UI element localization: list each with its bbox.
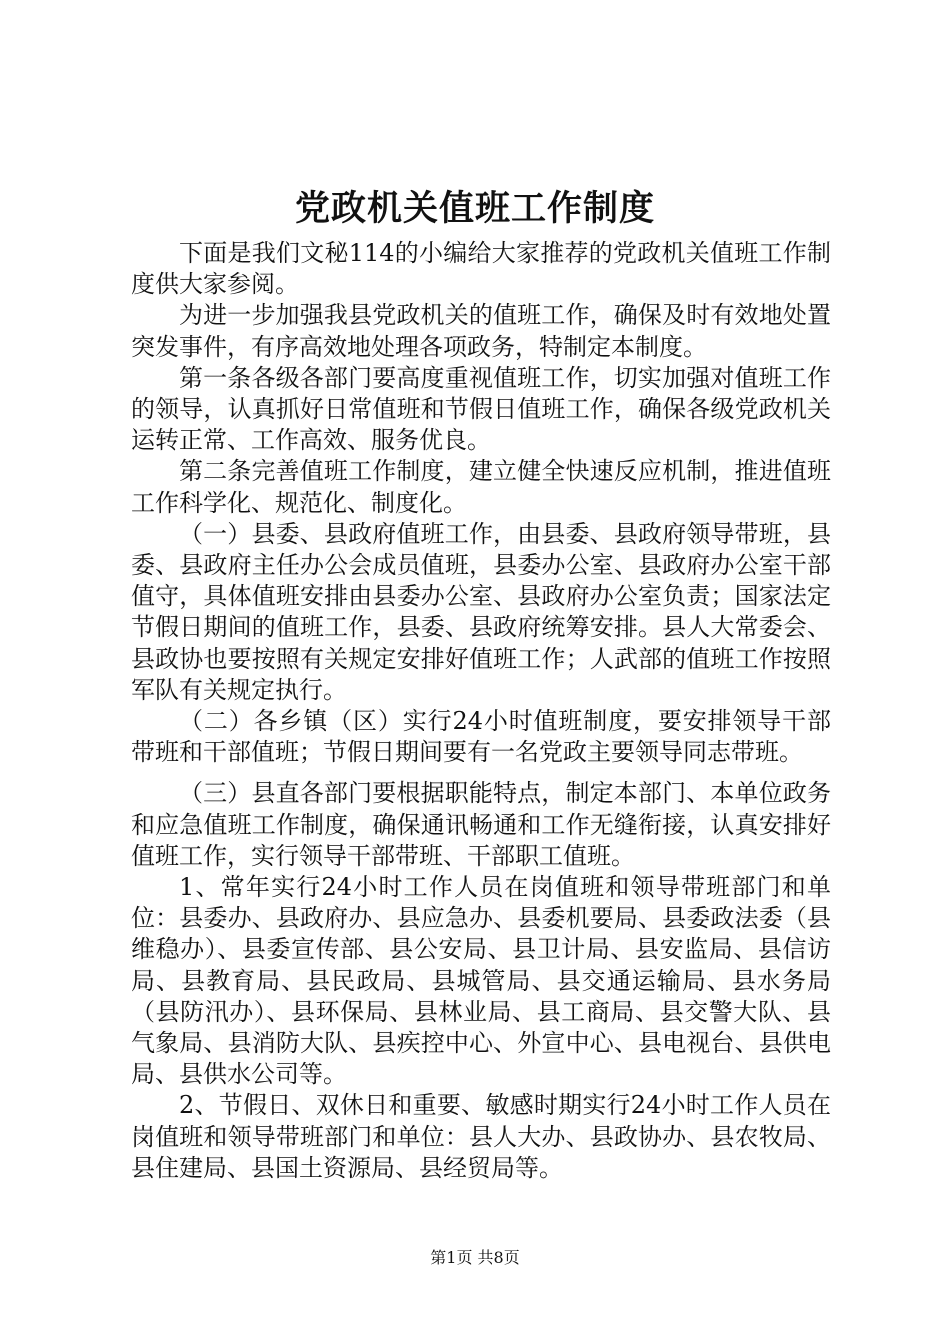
paragraph-article-1: 第一条各级各部门要高度重视值班工作，切实加强对值班工作的领导，认真抓好日常值班和节假日值班工作，确保各级党政机关运转正常、工作高效、服务优良。: [131, 363, 831, 455]
document-title: 党政机关值班工作制度: [294, 188, 655, 229]
document-body: [131, 238, 831, 1184]
paragraph-clause-1: （一）县委、县政府值班工作，由县委、县政府领导带班，县委、县政府主任办公会成员值班，县委办公室、县政府办公室干部值守，具体值班安排由县委办公室、县政府办公室负责；国家法定节假日期间的值班工作，县委、县政府统筹安排。县人大常委会、县政协也要按照有关规定安排好值班工作；人武部的值班工作按照军队有关规定执行。: [131, 519, 831, 704]
paragraph-purpose: 为进一步加强我县党政机关的值班工作，确保及时有效地处置突发事件，有序高效地处理各项政务，特制定本制度。: [131, 301, 831, 361]
paragraph-intro: 下面是我们文秘114的小编给大家推荐的党政机关值班工作制度供大家参阅。: [131, 239, 831, 299]
paragraph-item-2: 2、节假日、双休日和重要、敏感时期实行24小时工作人员在岗值班和领导带班部门和单位：县人大办、县政协办、县农牧局、县住建局、县国土资源局、县经贸局等。: [131, 1091, 831, 1182]
paragraph-clause-3: （三）县直各部门要根据职能特点，制定本部门、本单位政务和应急值班工作制度，确保通讯畅通和工作无缝衔接，认真安排好值班工作，实行领导干部带班、干部职工值班。: [131, 779, 831, 870]
paragraph-clause-2: （二）各乡镇（区）实行24小时值班制度，要安排领导干部带班和干部值班；节假日期间要有一名党政主要领导同志带班。: [131, 707, 831, 767]
paragraph-article-2: 第二条完善值班工作制度，建立健全快速反应机制，推进值班工作科学化、规范化、制度化。: [131, 457, 831, 517]
page-number-footer: 第1页 共8页: [430, 1248, 520, 1267]
paragraph-item-1: 1、常年实行24小时工作人员在岗值班和领导带班部门和单位：县委办、县政府办、县应急办、县委机要局、县委政法委（县维稳办）、县委宣传部、县公安局、县卫计局、县安监局、县信访局、县教育局、县民政局、县城管局、县交通运输局、县水务局（县防汛办）、县环保局、县林业局、县工商局、县交警大队、县气象局、县消防大队、县疾控中心、外宣中心、县电视台、县供电局、县供水公司等。: [131, 873, 831, 1089]
